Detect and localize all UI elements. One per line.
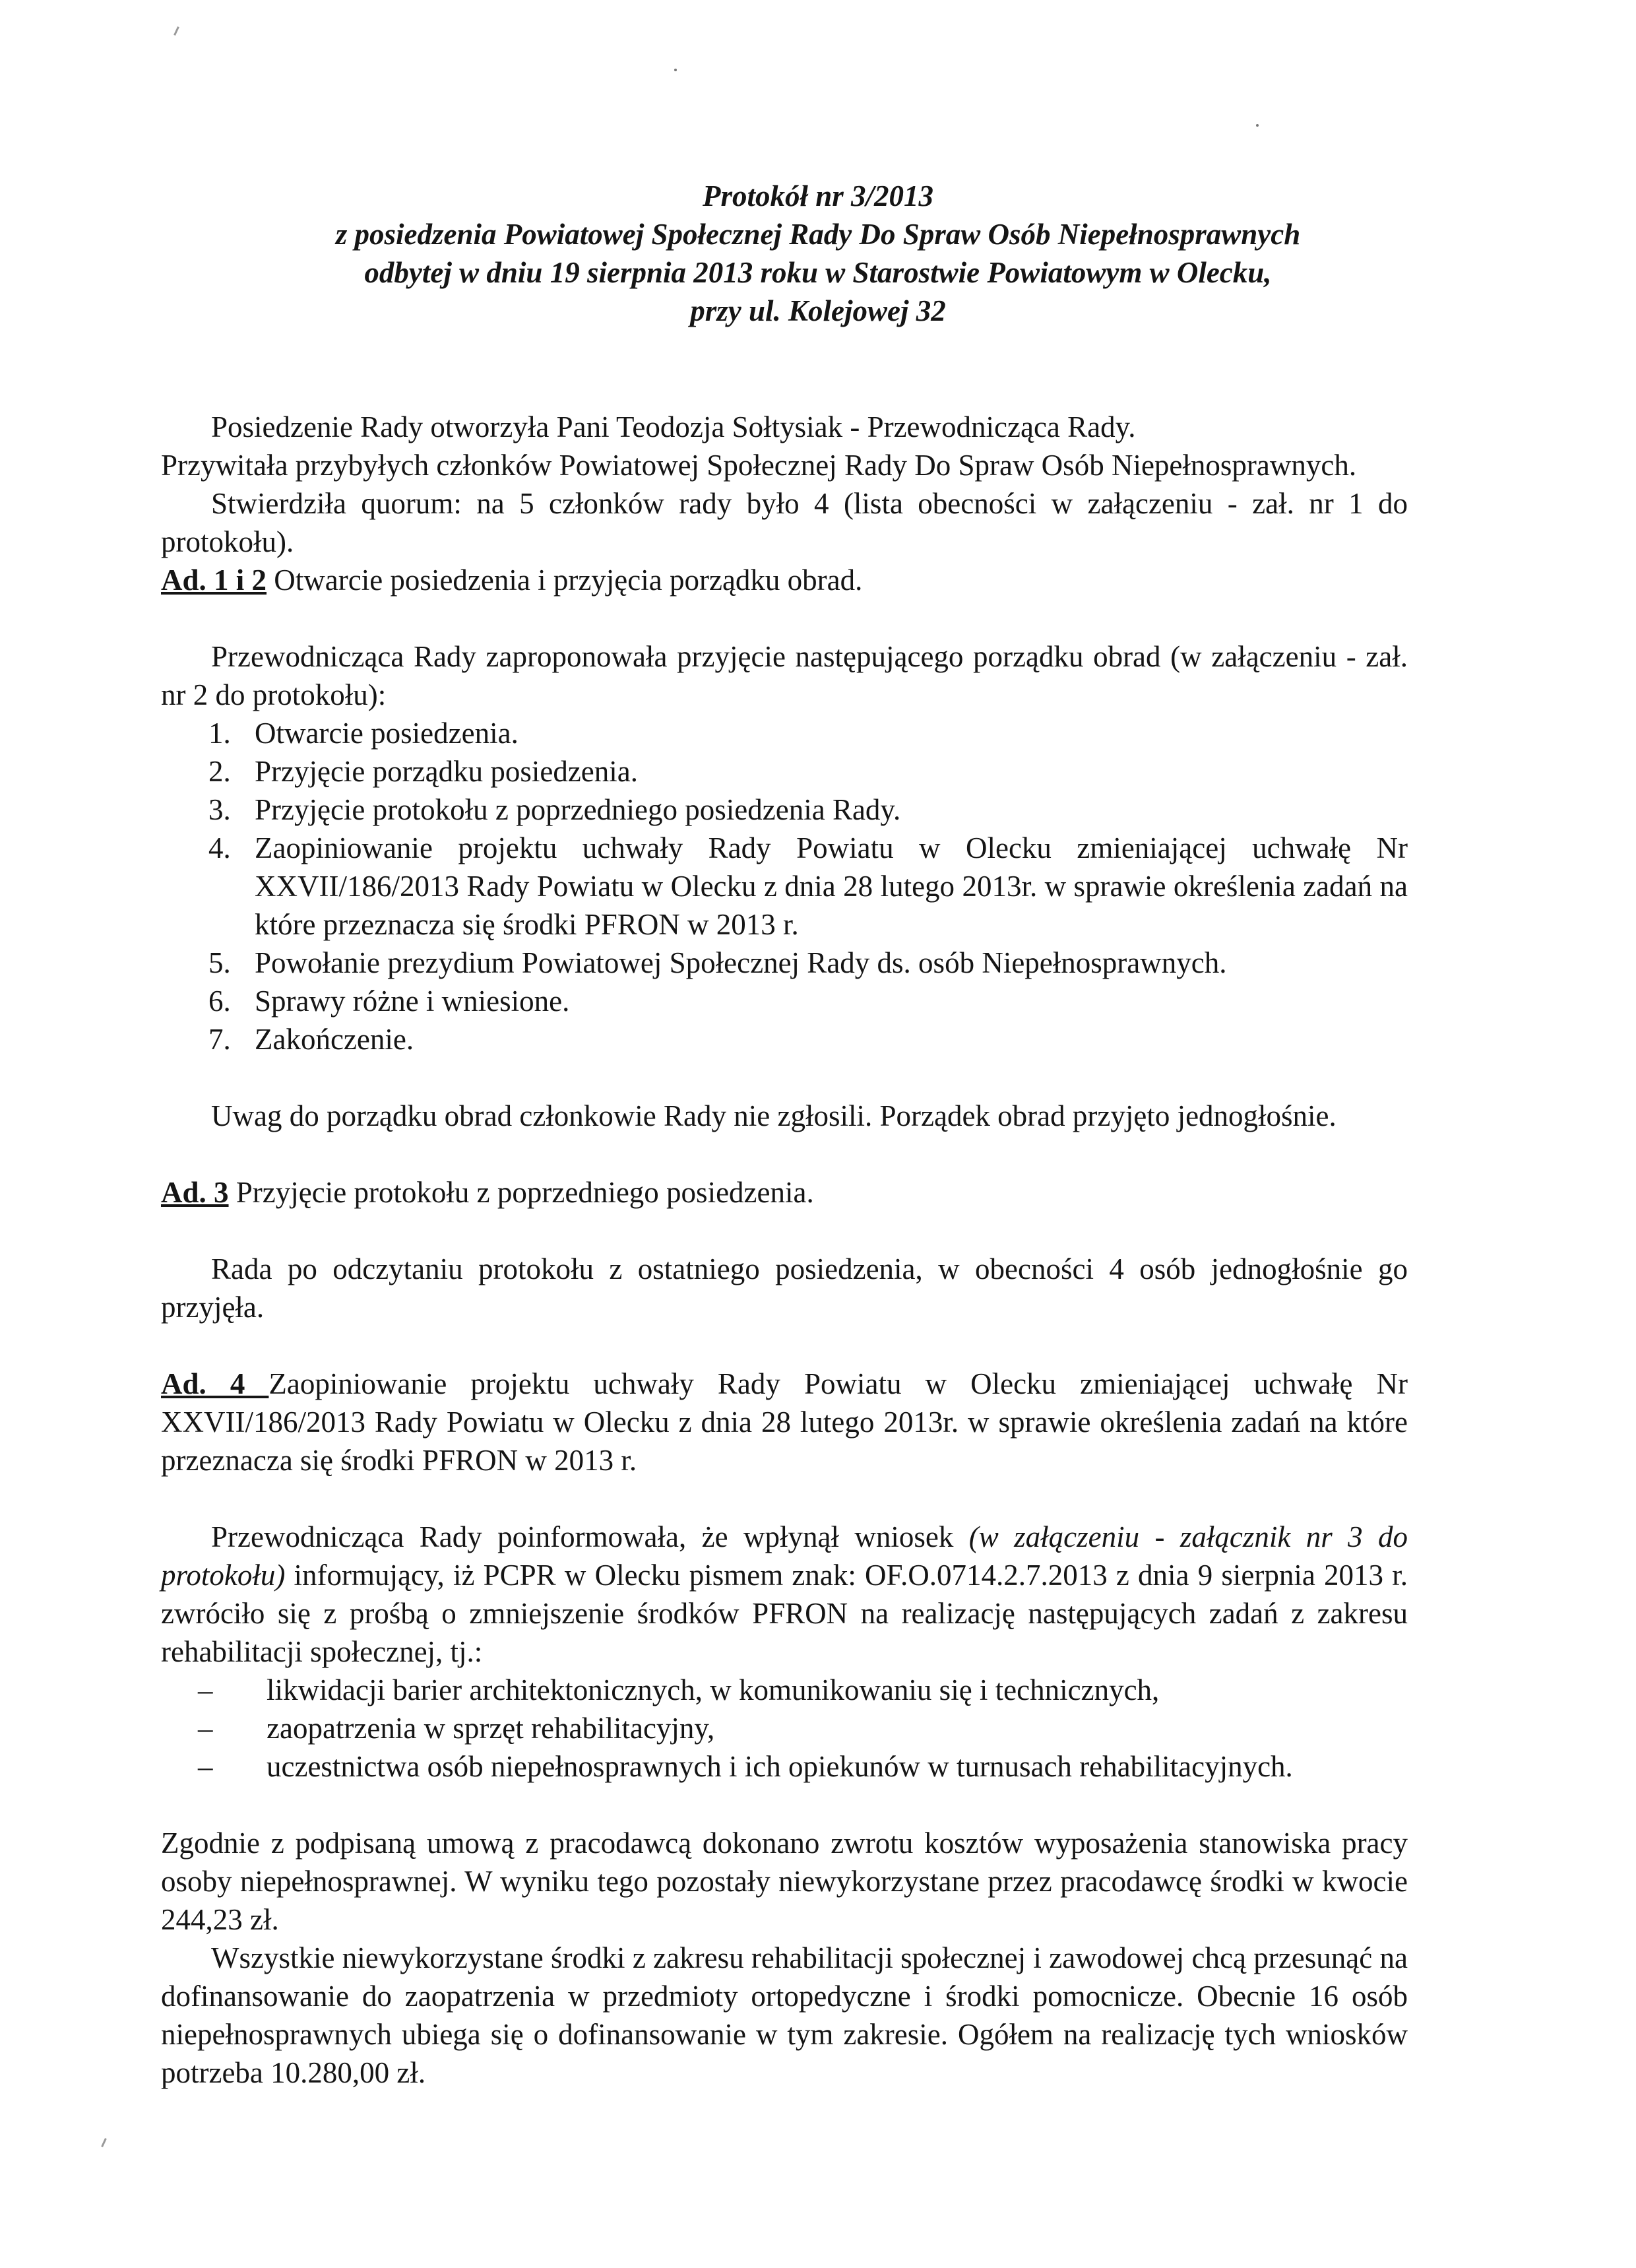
ad12-heading bbox=[161, 561, 1408, 599]
agenda-item: 6. Sprawy różne i wniesione. bbox=[208, 985, 570, 1018]
ad4-heading bbox=[161, 1365, 1408, 1479]
agenda-item: 3. Przyjęcie protokołu z poprzedniego posiedzenia Rady. bbox=[208, 793, 901, 826]
opening-paragraph: Posiedzenie Rady otworzyła Pani Teodozja Sołtysiak - Przewodnicząca Rady. bbox=[211, 410, 1136, 443]
ad4-paragraph: Przewodnicząca Rady poinformowała, że wpłynął wniosek (w załączeniu - załącznik nr 3 do protokołu) informujący, iż PCPR w Olecku pismem znak: OF.O.0714.2.7.2013 z dnia 9 sierpnia 2013 r. zwróciło się z prośbą o zmniejszenie środków PFRON na realizację następujących zadań z zakresu rehabilitacji społecznej, tj.: bbox=[161, 1520, 1408, 1668]
document-body bbox=[161, 408, 1408, 2092]
agenda-remarks: Uwag do porządku obrad członkowie Rady nie zgłosili. Porządek obrad przyjęto jednogłośnie. bbox=[211, 1099, 1337, 1132]
ad12-label: Ad. 1 i 2 bbox=[161, 564, 267, 597]
title-line-1: Protokół nr 3/2013 bbox=[702, 179, 934, 212]
agenda-item: 5. Powołanie prezydium Powiatowej Społecznej Rady ds. osób Niepełnosprawnych. bbox=[208, 946, 1227, 979]
ad3-label: Ad. 3 bbox=[161, 1176, 229, 1209]
agenda-item: 7. Zakończenie. bbox=[208, 1023, 414, 1056]
title-line-3: odbytej w dniu 19 sierpnia 2013 roku w Starostwie Powiatowym w Olecku, bbox=[364, 256, 1272, 289]
title-line-4: przy ul. Kolejowej 32 bbox=[690, 294, 946, 327]
document-title bbox=[198, 177, 1438, 330]
ad3-title: Przyjęcie protokołu z poprzedniego posiedzenia. bbox=[228, 1176, 814, 1209]
scan-mark bbox=[101, 2138, 107, 2147]
task-item: – uczestnictwa osób niepełnosprawnych i ich opiekunów w turnusach rehabilitacyjnych. bbox=[198, 1750, 1293, 1783]
employer-paragraph: Zgodnie z podpisaną umową z pracodawcą dokonano zwrotu kosztów wyposażenia stanowiska pracy osoby niepełnosprawnej. W wyniku tego pozostały niewykorzystane przez pracodawcę środki w kwocie 244,23 zł. bbox=[161, 1827, 1408, 1936]
task-item: – likwidacji barier architektonicznych, w komunikowaniu się i technicznych, bbox=[198, 1673, 1160, 1706]
quorum-paragraph: Stwierdziła quorum: na 5 członków rady było 4 (lista obecności w załączeniu - zał. nr 1 do protokołu). bbox=[161, 487, 1408, 558]
agenda-item: 2. Przyjęcie porządku posiedzenia. bbox=[208, 755, 639, 788]
tasks-list bbox=[161, 1671, 1408, 1786]
scan-mark bbox=[1256, 124, 1259, 127]
ad12-title: Otwarcie posiedzenia i przyjęcia porządku obrad. bbox=[267, 564, 863, 597]
funds-paragraph: Wszystkie niewykorzystane środki z zakresu rehabilitacji społecznej i zawodowej chcą przesunąć na dofinansowanie do zaopatrzenia w przedmioty ortopedyczne i środki pomocnicze. Obecnie 16 osób niepełnosprawnych ubiega się o dofinansowanie w tym zakresie. Ogółem na realizację tych wniosków potrzeba 10.280,00 zł. bbox=[161, 1941, 1408, 2089]
agenda-intro: Przewodnicząca Rady zaproponowała przyjęcie następującego porządku obrad (w załączeniu - zał. nr 2 do protokołu): bbox=[161, 640, 1408, 711]
agenda-list bbox=[161, 714, 1408, 1058]
welcome-paragraph: Przywitała przybyłych członków Powiatowej Społecznej Rady Do Spraw Osób Niepełnosprawnych. bbox=[161, 449, 1357, 482]
agenda-item: 4. Zaopiniowanie projektu uchwały Rady Powiatu w Olecku zmieniającej uchwałę Nr XXVII/186/2013 Rady Powiatu w Olecku z dnia 28 lutego 2013r. w sprawie określenia zadań na które przeznacza się środki PFRON w 2013 r. bbox=[208, 831, 1408, 941]
agenda-item: 1. Otwarcie posiedzenia. bbox=[208, 717, 519, 750]
ad4-title: Zaopiniowanie projektu uchwały Rady Powiatu w Olecku zmieniającej uchwałę Nr XXVII/186/2013 Rady Powiatu w Olecku z dnia 28 lutego 2013r. w sprawie określenia zadań na które przeznacza się środki PFRON w 2013 r. bbox=[161, 1367, 1408, 1477]
scan-mark bbox=[173, 26, 179, 36]
attachment-note: (w załączeniu - załącznik nr 3 do protokołu) bbox=[161, 1520, 1408, 1592]
scan-mark bbox=[674, 69, 677, 71]
ad3-paragraph: Rada po odczytaniu protokołu z ostatniego posiedzenia, w obecności 4 osób jednogłośnie go przyjęła. bbox=[161, 1252, 1408, 1324]
title-line-2: z posiedzenia Powiatowej Społecznej Rady Do Spraw Osób Niepełnosprawnych bbox=[335, 218, 1301, 251]
ad4-label: Ad. 4 bbox=[161, 1367, 269, 1400]
ad3-heading bbox=[161, 1173, 1408, 1212]
task-item: – zaopatrzenia w sprzęt rehabilitacyjny, bbox=[198, 1712, 715, 1745]
